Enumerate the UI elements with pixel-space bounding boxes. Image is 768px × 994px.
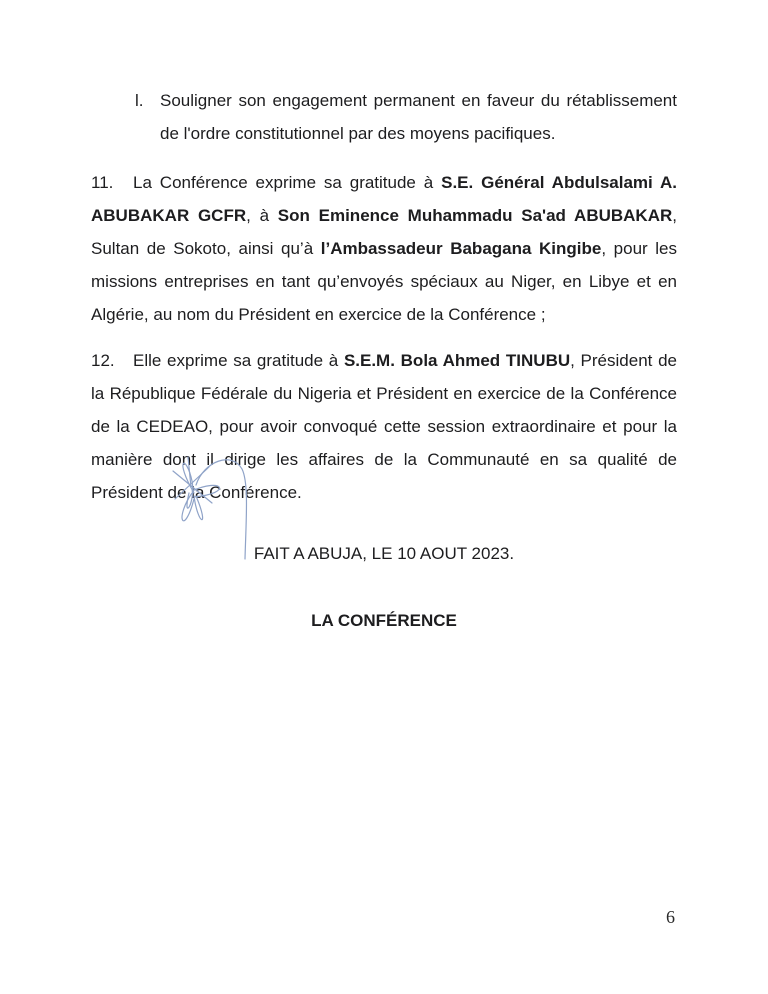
paragraph-11-text: La Conférence exprime sa gratitude à S.E. Général Abdulsalami A. ABUBAKAR GCFR, à Son Eminence Muhammadu Sa'ad ABUBAKAR, Sultan de Sokoto, ainsi qu’à l’Ambassadeur Babagana Kingibe, pour les missions entreprises en tant qu’envoyés spéciaux au Niger, en Libye et en Algérie, au nom du Président en exercice de la Conférence ;	[91, 173, 678, 324]
list-item-text: Souligner son engagement permanent en faveur du rétablissement de l'ordre constitutionnel par des moyens pacifiques.	[160, 91, 677, 143]
page-number: 6	[666, 907, 675, 927]
paragraph-12-number: 12.	[91, 351, 115, 370]
signatory-title: LA CONFÉRENCE	[311, 611, 457, 630]
paragraph-12	[91, 344, 677, 509]
list-item-marker: l.	[135, 91, 144, 110]
list-item-l	[135, 84, 677, 150]
paragraph-11-number: 11.	[91, 173, 114, 192]
paragraph-12-text: Elle exprime sa gratitude à S.E.M. Bola Ahmed TINUBU, Président de la République Fédérale du Nigeria et Président en exercice de la Conférence de la CEDEAO, pour avoir convoqué cette session extraordinaire et pour la manière dont il dirige les affaires de la Communauté en sa qualité de Président de la Conférence.	[91, 351, 677, 502]
dateline: FAIT A ABUJA, LE 10 AOUT 2023.	[253, 544, 515, 563]
paragraph-11	[91, 166, 677, 331]
